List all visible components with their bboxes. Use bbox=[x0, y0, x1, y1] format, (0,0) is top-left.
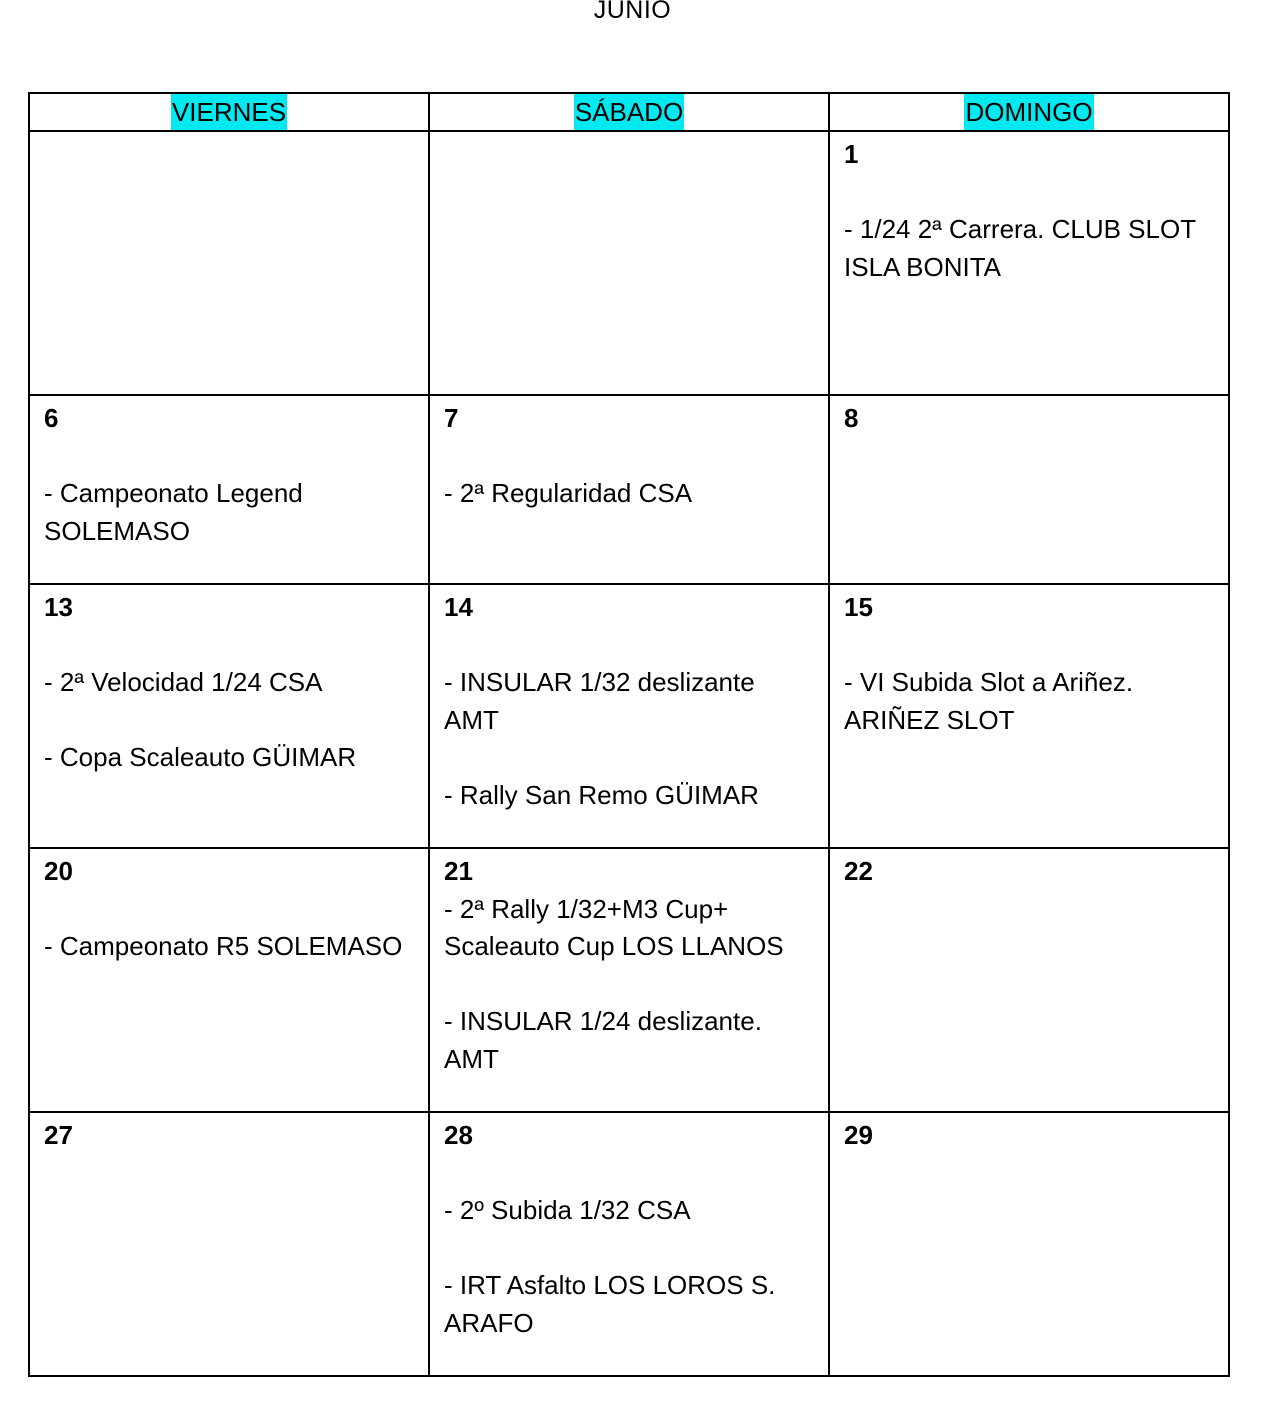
week-row bbox=[29, 584, 1229, 848]
day-cell bbox=[29, 395, 429, 584]
event-item: - 2ª Velocidad 1/24 CSA bbox=[44, 667, 323, 697]
event-item: - 1/24 2ª Carrera. CLUB SLOT ISLA BONITA bbox=[844, 214, 1196, 282]
day-number: 29 bbox=[844, 1120, 873, 1150]
event-item: - INSULAR 1/32 deslizante AMT bbox=[444, 667, 755, 735]
day-cell bbox=[429, 131, 829, 395]
day-number: 7 bbox=[444, 403, 459, 433]
day-cell bbox=[29, 1112, 429, 1376]
event-item: - Rally San Remo GÜIMAR bbox=[444, 779, 759, 810]
day-number: 6 bbox=[44, 403, 59, 433]
day-cell bbox=[429, 848, 829, 1112]
event-item: - 2ª Regularidad CSA bbox=[444, 478, 693, 508]
header-row bbox=[29, 93, 1229, 131]
day-cell bbox=[829, 131, 1229, 395]
month-title: JUNIO bbox=[593, 0, 672, 24]
calendar-table bbox=[28, 92, 1230, 1377]
day-number: 1 bbox=[844, 139, 859, 169]
day-number: 14 bbox=[444, 592, 473, 622]
day-cell bbox=[29, 584, 429, 848]
day-number: 27 bbox=[44, 1120, 73, 1150]
day-cell bbox=[429, 1112, 829, 1376]
event-item: - IRT Asfalto LOS LOROS S. ARAFO bbox=[444, 1270, 776, 1338]
day-cell bbox=[29, 848, 429, 1112]
header-label: SÁBADO bbox=[574, 94, 684, 130]
week-row bbox=[29, 131, 1229, 395]
day-cell bbox=[829, 848, 1229, 1112]
day-cell bbox=[429, 395, 829, 584]
header-label: DOMINGO bbox=[964, 94, 1093, 130]
event-item: - Campeonato R5 SOLEMASO bbox=[44, 931, 403, 961]
day-number: 28 bbox=[444, 1120, 473, 1150]
day-cell bbox=[429, 584, 829, 848]
week-row bbox=[29, 1112, 1229, 1376]
week-row bbox=[29, 395, 1229, 584]
day-number: 22 bbox=[844, 856, 873, 886]
header-domingo bbox=[829, 93, 1229, 131]
event-item: - VI Subida Slot a Ariñez. ARIÑEZ SLOT bbox=[844, 667, 1134, 735]
day-number: 8 bbox=[844, 403, 859, 433]
day-cell bbox=[829, 395, 1229, 584]
day-cell bbox=[829, 584, 1229, 848]
day-number: 13 bbox=[44, 592, 73, 622]
day-cell bbox=[829, 1112, 1229, 1376]
day-number: 21 bbox=[444, 856, 473, 886]
event-item: - Campeonato Legend SOLEMASO bbox=[44, 478, 303, 546]
event-item: - 2ª Rally 1/32+M3 Cup+ Scaleauto Cup LOS LLANOS bbox=[444, 893, 784, 961]
day-cell bbox=[29, 131, 429, 395]
header-sabado bbox=[429, 93, 829, 131]
day-number: 15 bbox=[844, 592, 873, 622]
event-item: - Copa Scaleauto GÜIMAR bbox=[44, 742, 357, 772]
header-viernes bbox=[29, 93, 429, 131]
day-number: 20 bbox=[44, 856, 73, 886]
header-label: VIERNES bbox=[171, 94, 287, 130]
event-item: - INSULAR 1/24 deslizante. AMT bbox=[444, 1006, 762, 1074]
week-row bbox=[29, 848, 1229, 1112]
event-item: - 2º Subida 1/32 CSA bbox=[444, 1195, 691, 1225]
